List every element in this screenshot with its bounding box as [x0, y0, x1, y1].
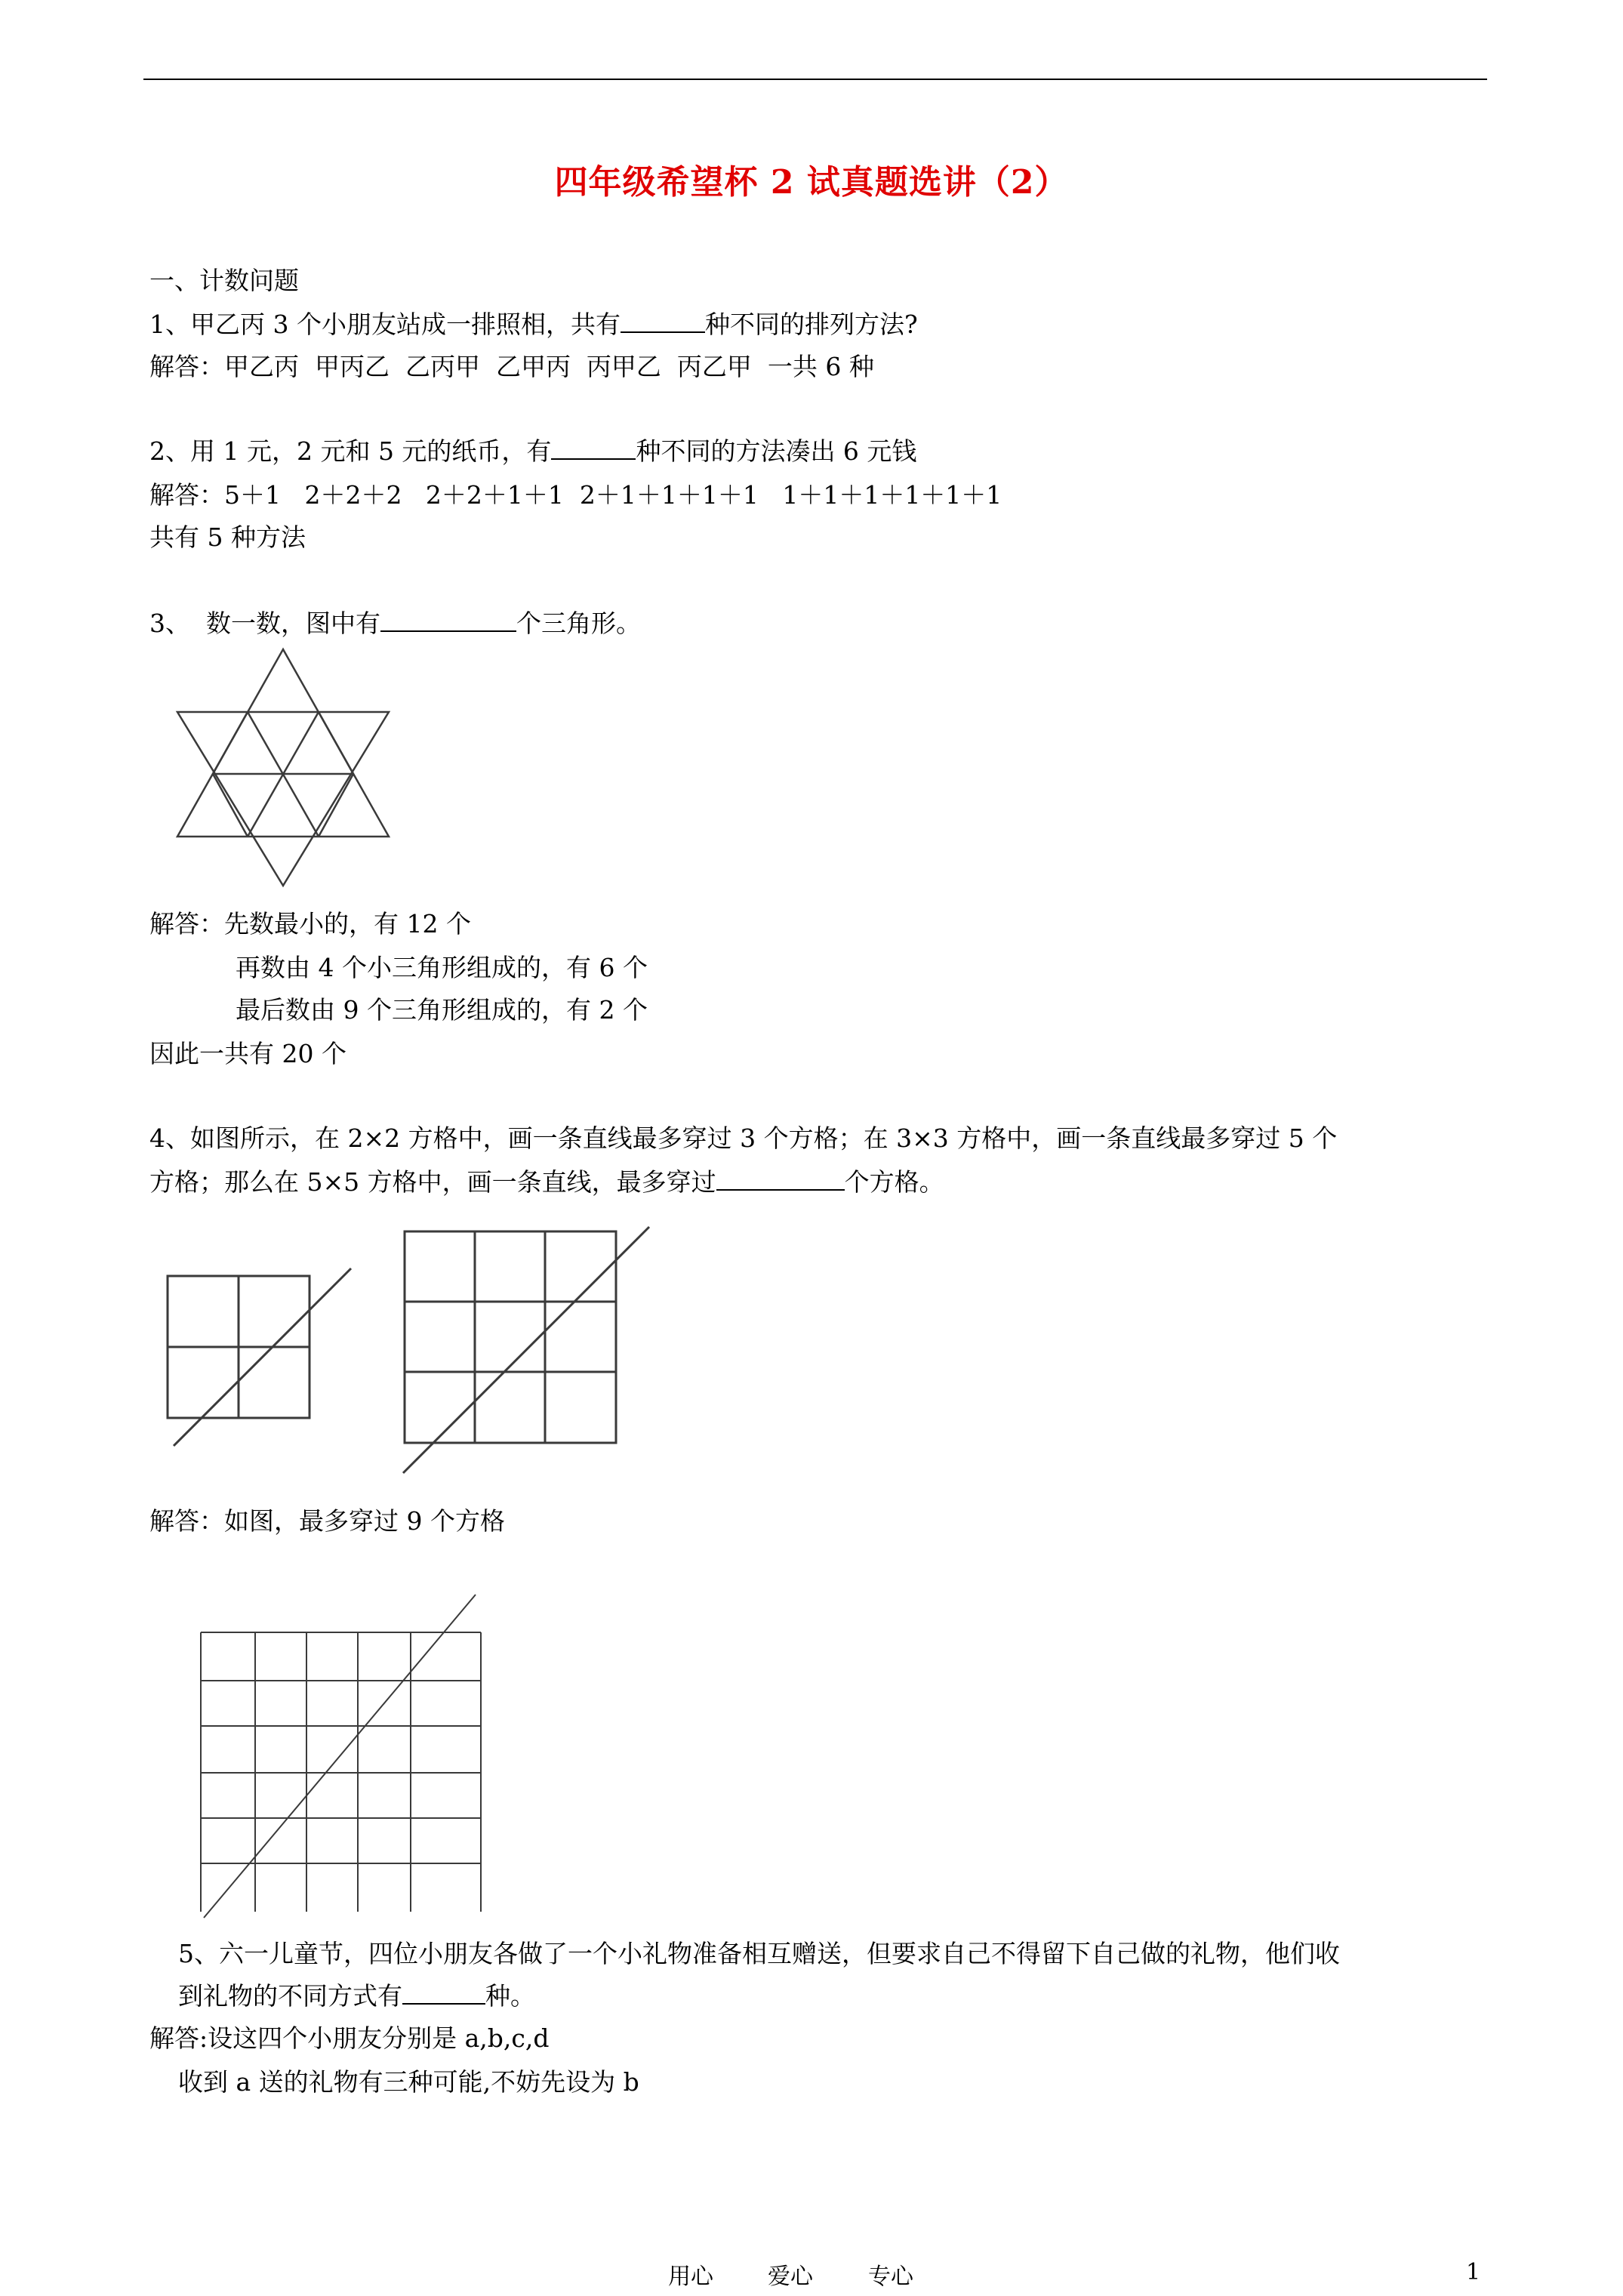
- section-heading: 一、计数问题: [149, 266, 299, 295]
- answer-blank: [402, 1982, 485, 2005]
- answer-3: 解答：先数最小的，有 12 个: [149, 909, 471, 938]
- question-4: 4、如图所示，在 2×2 方格中，画一条直线最多穿过 3 个方格；在 3×3 方格中，画一条直线最多穿过 5 个: [149, 1123, 1338, 1153]
- answer-2-summary: 共有 5 种方法: [149, 522, 306, 552]
- answer-3-line2: 再数由 4 个小三角形组成的，有 6 个: [236, 953, 648, 982]
- grid-5x5-figure: [198, 1593, 500, 1925]
- star-figure: [162, 646, 404, 887]
- answer-3-total: 因此一共有 20 个: [149, 1039, 346, 1068]
- answer-3-line3: 最后数由 9 个三角形组成的，有 2 个: [236, 995, 648, 1025]
- answer-4: 解答：如图，最多穿过 9 个方格: [149, 1506, 505, 1536]
- question-4-line2: 方格；那么在 5×5 方格中，画一条直线，最多穿过 个方格。: [149, 1167, 944, 1197]
- footer-text-1: 用心: [668, 2264, 713, 2290]
- answer-1: 解答：甲乙丙 甲丙乙 乙丙甲 乙甲丙 丙甲乙 丙乙甲 一共 6 种: [149, 352, 874, 381]
- question-1: 1、甲乙丙 3 个小朋友站成一排照相，共有 种不同的排列方法?: [149, 310, 918, 339]
- page-title: 四年级希望杯 2 试真题选讲（2）: [554, 163, 1069, 202]
- header-rule: [143, 79, 1487, 80]
- grid-2x2-figure: [166, 1268, 377, 1465]
- footer-text-2: 爱心: [768, 2264, 813, 2290]
- answer-5-line2: 收到 a 送的礼物有三种可能,不妨先设为 b: [178, 2067, 639, 2097]
- answer-5: 解答:设这四个小朋友分别是 a,b,c,d: [149, 2023, 550, 2053]
- answer-blank: [551, 437, 636, 460]
- question-2: 2、用 1 元，2 元和 5 元的纸币，有 种不同的方法凑出 6 元钱: [149, 436, 917, 466]
- question-5-line2: 到礼物的不同方式有 种。: [178, 1981, 535, 2011]
- answer-blank: [380, 609, 516, 632]
- footer-text-3: 专心: [868, 2264, 913, 2290]
- question-3: 3、 数一数，图中有 个三角形。: [149, 609, 641, 638]
- grid-3x3-figure: [400, 1227, 657, 1476]
- answer-2: 解答：5＋1 2＋2＋2 2＋2＋1＋1 2＋1＋1＋1＋1 1＋1＋1＋1＋1＋1: [149, 480, 1002, 510]
- answer-blank: [716, 1168, 845, 1191]
- page-number: 1: [1466, 2259, 1481, 2285]
- answer-blank: [621, 310, 705, 333]
- question-5: 5、六一儿童节，四位小朋友各做了一个小礼物准备相互赠送，但要求自己不得留下自己做的礼物，他们收: [178, 1939, 1340, 1968]
